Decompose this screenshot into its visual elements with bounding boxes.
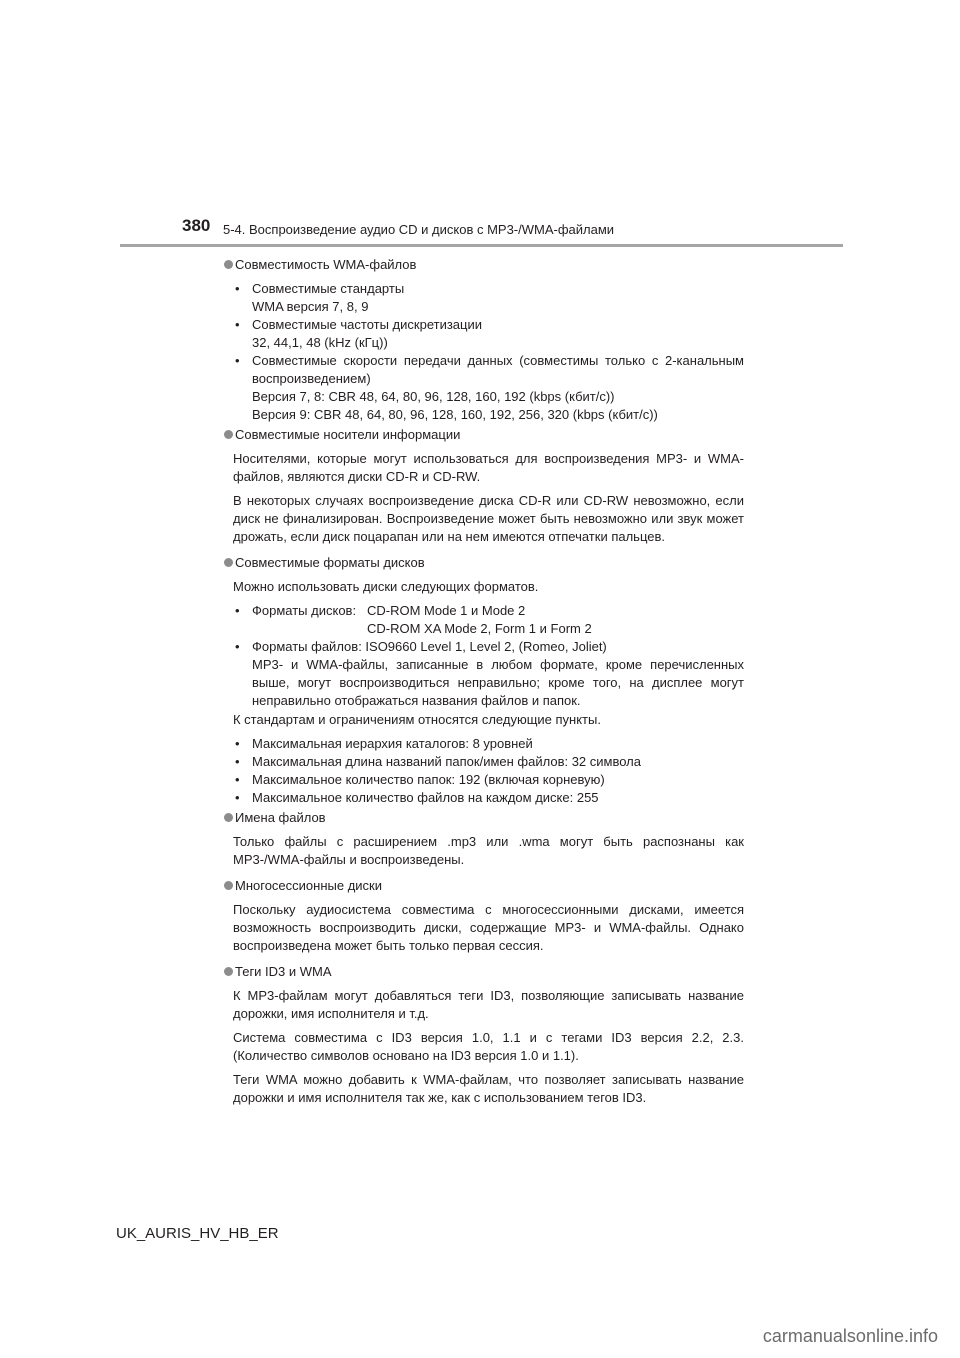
section-file-names — [224, 809, 744, 827]
section-title: Имена файлов — [235, 810, 326, 825]
paragraph: Система совместима с ID3 версия 1.0, 1.1 и с тегами ID3 версия 2.2, 2.3. (Количество символов основано на ID3 версия 1.0 и 1.1). — [233, 1030, 744, 1063]
paragraph: Носителями, которые могут использоваться для воспроизведения MP3- и WMA-файлов, являются диски CD-R и CD-RW. — [233, 451, 744, 484]
section-bullet-icon — [224, 881, 233, 890]
paragraph: Теги WMA можно добавить к WMA-файлам, что позволяет записывать название дорожки и имя исполнителя так же, как с использованием тегов ID3. — [233, 1072, 744, 1105]
header-divider — [120, 244, 843, 247]
document-code: UK_AURIS_HV_HB_ER — [116, 1225, 279, 1242]
chapter-title: 5-4. Воспроизведение аудио CD и дисков с MP3-/WMA-файлами — [223, 222, 615, 237]
section-title: Совместимые носители информации — [235, 427, 461, 442]
section-title: Совместимость WMA-файлов — [235, 257, 417, 272]
section-title: Теги ID3 и WMA — [235, 964, 332, 979]
section-bullet-icon — [224, 813, 233, 822]
section-multisession — [224, 877, 744, 895]
section-title: Многосессионные диски — [235, 878, 382, 893]
paragraph: Только файлы с расширением .mp3 или .wma могут быть распознаны как MP3-/WMA-файлы и воспроизведены. — [233, 834, 744, 867]
paragraph: Можно использовать диски следующих форматов. — [233, 579, 539, 594]
list-item: • Максимальная иерархия каталогов: 8 уровней — [235, 736, 533, 751]
watermark: carmanualsonline.info — [762, 1326, 938, 1346]
section-bullet-icon — [224, 260, 233, 269]
list-item: • Максимальная длина названий папок/имен файлов: 32 символа — [235, 754, 641, 769]
paragraph: Поскольку аудиосистема совместима с многосессионными дисками, имеется возможность воспроизводить диски, содержащие MP3- и WMA-файлы. Однако воспроизведена может быть только первая сессия. — [233, 902, 744, 953]
section-media — [224, 426, 744, 444]
section-wma-compat — [224, 256, 744, 274]
page-number: 380 — [182, 216, 211, 235]
section-disc-formats — [224, 554, 744, 572]
list-item: • Максимальное количество файлов на каждом диске: 255 — [235, 790, 599, 805]
section-title: Совместимые форматы дисков — [235, 555, 425, 570]
list-item: • Совместимые скорости передачи данных (совместимы только с 2-канальным воспроизведением) Версия 7, 8: CBR 48, 64, 80, 96, 128, 160, 192 (kbps (кбит/с)) Версия 9: CBR 48, 64, 80, 96, 128, 160, 192, 256, 320 (kbps (кбит/с)) — [235, 353, 744, 422]
list-item: • Форматы файлов: ISO9660 Level 1, Level 2, (Romeo, Joliet) MP3- и WMA-файлы, записанные в любом формате, кроме перечисленных выше, могут воспроизводиться неправильно; кроме того, на дисплее могут неправильно отображаться названия файлов и папок. — [235, 639, 744, 708]
list-item: • Форматы дисков: CD-ROM Mode 1 и Mode 2 CD-ROM XA Mode 2, Form 1 и Form 2 — [235, 603, 592, 636]
list-item: • Максимальное количество папок: 192 (включая корневую) — [235, 772, 605, 787]
page-content — [224, 256, 744, 1112]
section-tags — [224, 963, 744, 981]
section-bullet-icon — [224, 558, 233, 567]
section-bullet-icon — [224, 430, 233, 439]
list-item: • Совместимые стандарты WMA версия 7, 8, 9 — [235, 281, 405, 314]
paragraph: К стандартам и ограничениям относятся следующие пункты. — [233, 712, 601, 727]
paragraph: К MP3-файлам могут добавляться теги ID3, позволяющие записывать название дорожки, имя исполнителя и т.д. — [233, 988, 744, 1021]
paragraph: В некоторых случаях воспроизведение диска CD-R или CD-RW невозможно, если диск не финализирован. Воспроизведение может быть невозможно или звук может дрожать, если диск поцарапан или на нем имеются отпечатки пальцев. — [233, 493, 744, 544]
section-bullet-icon — [224, 967, 233, 976]
list-item: • Совместимые частоты дискретизации 32, 44,1, 48 (kHz (кГц)) — [235, 317, 482, 350]
